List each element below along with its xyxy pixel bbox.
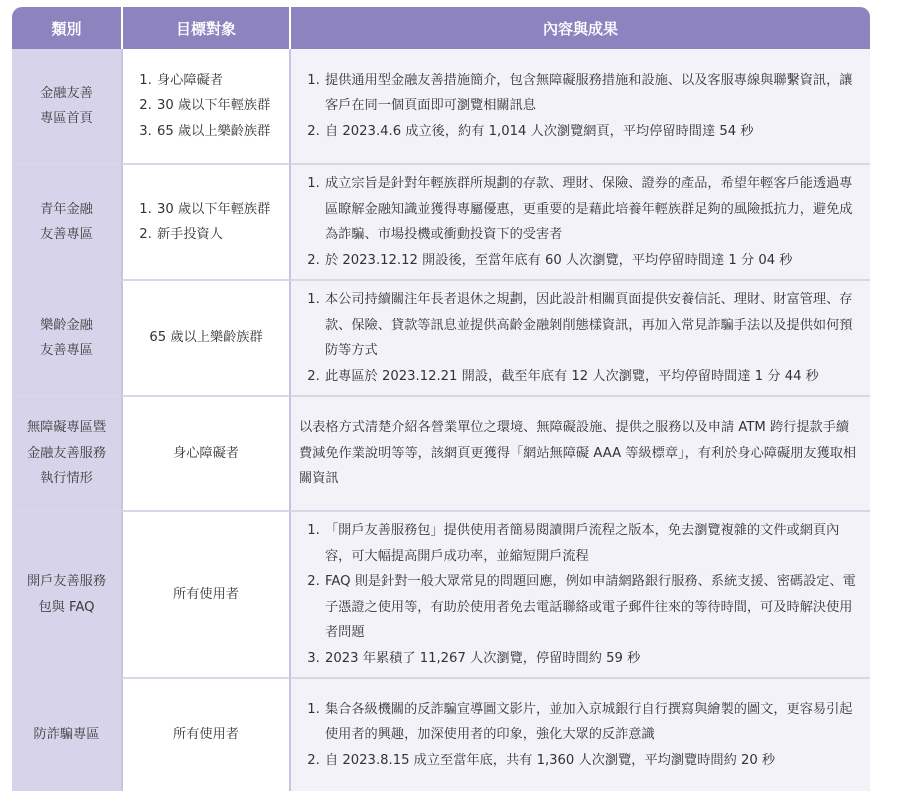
content-list	[299, 68, 860, 145]
target-cell: 所有使用者	[121, 679, 289, 791]
target-item: 2. 30 歲以下年輕族群	[156, 93, 289, 119]
table-row	[12, 165, 870, 281]
category-line: 友善專區	[40, 227, 93, 242]
content-item: 2. 自 2023.8.15 成立至當年底，共有 1,360 人次瀏覽，平均瀏覽時間約 20 秒	[324, 748, 860, 774]
content-list	[299, 697, 860, 774]
content-cell	[289, 49, 870, 165]
category-cell	[12, 679, 121, 791]
category-cell	[12, 49, 121, 165]
content-cell	[289, 397, 870, 512]
content-cell	[289, 281, 870, 397]
target-list	[123, 68, 289, 145]
header-content: 內容與成果	[289, 7, 870, 49]
target-cell	[121, 49, 289, 165]
content-item: 2. 此專區於 2023.12.21 開設，截至年底有 12 人次瀏覽，平均停留時間達 1 分 44 秒	[324, 364, 860, 390]
header-category: 類別	[12, 7, 121, 49]
target-item: 1. 30 歲以下年輕族群	[156, 197, 289, 223]
target-item: 2. 新手投資人	[156, 222, 289, 248]
content-item: 1. 集合各級機關的反詐騙宣導圖文影片，並加入京城銀行自行撰寫與繪製的圖文，更容易引起使用者的興趣，加深使用者的印象，強化大眾的反詐意識	[324, 697, 860, 748]
content-cell	[289, 512, 870, 679]
services-table	[12, 7, 870, 791]
category-line: 包與 FAQ	[38, 599, 95, 615]
target-cell: 所有使用者	[121, 512, 289, 679]
category-line: 防詐騙專區	[33, 727, 100, 743]
accessibility-services-table-container	[12, 7, 870, 791]
content-item: 1. 成立宗旨是針對年輕族群所規劃的存款、理財、保險、證券的產品，希望年輕客戶能透過專區瞭解金融知識並獲得專屬優惠，更重要的是藉此培養年輕族群足夠的風險抵抗力，避免成為詐騙、市場投機或衝動投資下的受害者	[324, 171, 860, 248]
target-cell	[121, 165, 289, 281]
table-row	[12, 679, 870, 791]
target-item: 1. 身心障礙者	[156, 68, 289, 94]
target-list	[123, 197, 289, 248]
category-cell	[12, 281, 121, 397]
category-cell	[12, 165, 121, 281]
category-line: 開戶友善服務	[26, 574, 107, 589]
category-line: 青年金融	[40, 201, 93, 217]
table-row	[12, 397, 870, 512]
table-row	[12, 281, 870, 397]
target-cell: 身心障礙者	[121, 397, 289, 512]
category-line: 友善專區	[40, 343, 93, 358]
target-item: 3. 65 歲以上樂齡族群	[156, 119, 289, 145]
content-list	[299, 518, 860, 671]
category-line: 金融友善服務	[26, 445, 107, 461]
category-cell	[12, 512, 121, 679]
category-line: 樂齡金融	[40, 317, 93, 333]
header-row	[12, 7, 870, 49]
content-item: 2. 於 2023.12.12 開設後，至當年底有 60 人次瀏覽，平均停留時間達 1 分 04 秒	[324, 248, 860, 274]
content-item: 1. 提供通用型金融友善措施簡介，包含無障礙服務措施和設施、以及客服專線與聯繫資訊，讓客戶在同一個頁面即可瀏覽相關訊息	[324, 68, 860, 119]
content-item: 2. FAQ 則是針對一般大眾常見的問題回應，例如申請網路銀行服務、系統支援、密碼設定、電子憑證之使用等，有助於使用者免去電話聯絡或電子郵件往來的等待時間，可及時解決使用者問題	[324, 569, 860, 646]
content-item: 3. 2023 年累積了 11,267 人次瀏覽，停留時間約 59 秒	[324, 646, 860, 672]
content-list	[299, 287, 860, 389]
content-item: 1. 本公司持續關注年長者退休之規劃，因此設計相關頁面提供安養信託、理財、財富管理、存款、保險、貸款等訊息並提供高齡金融剝削態樣資訊，再加入常見詐騙手法以及提供如何預防等方式	[324, 287, 860, 364]
category-line: 無障礙專區暨	[26, 420, 107, 436]
content-item: 2. 自 2023.4.6 成立後，約有 1,014 人次瀏覽網頁，平均停留時間達 54 秒	[324, 119, 860, 145]
content-cell	[289, 165, 870, 281]
category-cell	[12, 397, 121, 512]
target-cell: 65 歲以上樂齡族群	[121, 281, 289, 397]
table-row	[12, 49, 870, 165]
content-paragraph: 以表格方式清楚介紹各營業單位之環境、無障礙設施、提供之服務以及申請 ATM 跨行提款手續費減免作業說明等等，該網頁更獲得「網站無障礙 AAA 等級標章」，有利於身心障礙朋友獲取相關資訊	[299, 420, 857, 487]
category-line: 專區首頁	[40, 111, 93, 126]
category-line: 執行情形	[40, 471, 93, 487]
category-line: 金融友善	[40, 85, 93, 101]
table-row	[12, 512, 870, 679]
content-item: 1. 「開戶友善服務包」提供使用者簡易閱讀開戶流程之版本，免去瀏覽複雜的文件或網頁內容，可大幅提高開戶成功率，並縮短開戶流程	[324, 518, 860, 569]
header-target: 目標對象	[121, 7, 289, 49]
content-list	[299, 171, 860, 273]
content-cell	[289, 679, 870, 791]
